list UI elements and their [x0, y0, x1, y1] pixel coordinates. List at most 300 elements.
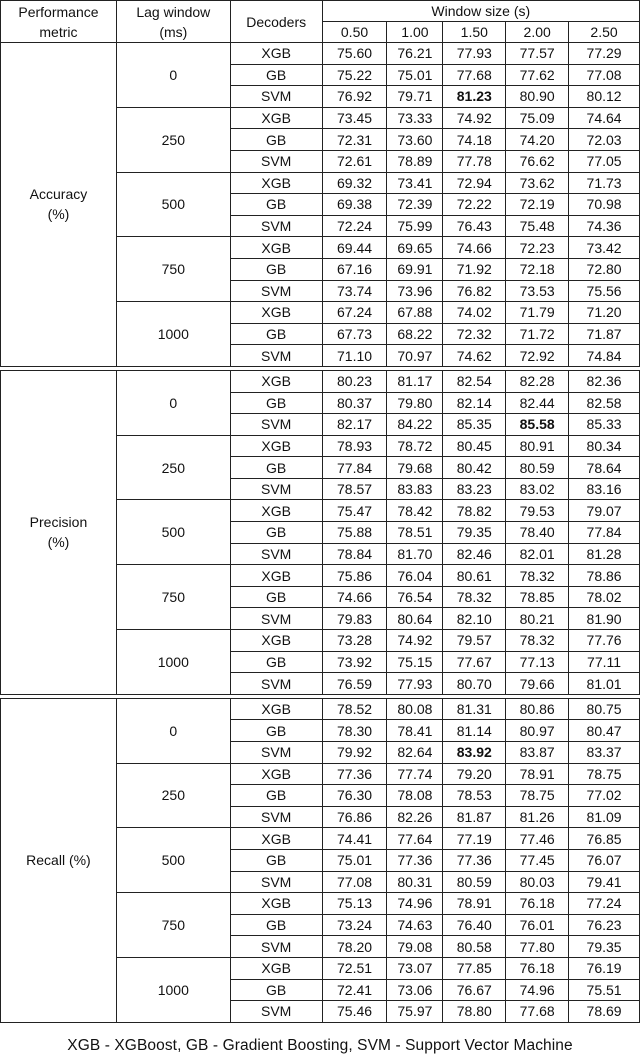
- decoder-cell: GB: [230, 914, 322, 936]
- decoder-cell: XGB: [230, 893, 322, 915]
- value-cell: 78.93: [322, 435, 387, 457]
- value-cell: 78.53: [443, 785, 506, 807]
- value-cell: 69.65: [387, 237, 443, 259]
- value-cell: 77.36: [387, 849, 443, 871]
- value-cell: 82.01: [506, 543, 569, 565]
- best-value: 83.92: [456, 744, 492, 761]
- value-cell: 82.58: [569, 392, 640, 414]
- value-cell: 71.10: [322, 345, 387, 367]
- value-cell: 72.94: [443, 172, 506, 194]
- value-cell: 77.19: [443, 828, 506, 850]
- value-cell: 71.79: [506, 302, 569, 324]
- table-header: [1, 1, 640, 43]
- value-cell: 79.08: [387, 936, 443, 958]
- value-cell: 74.92: [443, 107, 506, 129]
- value-cell: 80.03: [506, 871, 569, 893]
- decoder-cell: GB: [230, 979, 322, 1001]
- value-cell: 73.06: [387, 979, 443, 1001]
- value-cell: 67.88: [387, 302, 443, 324]
- value-cell: 76.19: [569, 957, 640, 979]
- value-cell: 76.40: [443, 914, 506, 936]
- value-cell: 78.20: [322, 936, 387, 958]
- value-cell: 80.90: [506, 86, 569, 108]
- value-cell: 76.21: [387, 43, 443, 65]
- value-cell: 69.44: [322, 237, 387, 259]
- value-cell: 75.47: [322, 500, 387, 522]
- value-cell: 75.88: [322, 522, 387, 544]
- value-cell: 72.03: [569, 129, 640, 151]
- value-cell: 79.83: [322, 608, 387, 630]
- value-cell: 77.29: [569, 43, 640, 65]
- value-cell: 79.71: [387, 86, 443, 108]
- value-cell: 78.69: [569, 1001, 640, 1023]
- value-cell: 74.62: [443, 345, 506, 367]
- value-cell: 85.35: [443, 414, 506, 436]
- value-cell: 80.31: [387, 871, 443, 893]
- value-cell: 80.59: [506, 457, 569, 479]
- value-cell: 81.14: [443, 720, 506, 742]
- decoder-cell: GB: [230, 258, 322, 280]
- value-cell: 72.23: [506, 237, 569, 259]
- value-cell: [443, 742, 506, 764]
- value-cell: 73.53: [506, 280, 569, 302]
- lag-window-cell: 500: [116, 172, 230, 237]
- value-cell: 80.42: [443, 457, 506, 479]
- value-cell: 76.54: [387, 586, 443, 608]
- value-cell: 78.89: [387, 150, 443, 172]
- value-cell: 81.26: [506, 806, 569, 828]
- table-caption: XGB - XGBoost, GB - Gradient Boosting, SVM - Support Vector Machine: [67, 1037, 573, 1054]
- value-cell: 78.02: [569, 586, 640, 608]
- value-cell: 73.92: [322, 651, 387, 673]
- decoder-cell: GB: [230, 651, 322, 673]
- decoder-cell: GB: [230, 849, 322, 871]
- value-cell: 82.17: [322, 414, 387, 436]
- decoder-cell: SVM: [230, 150, 322, 172]
- value-cell: 79.68: [387, 457, 443, 479]
- value-cell: 75.51: [569, 979, 640, 1001]
- value-cell: 71.87: [569, 323, 640, 345]
- value-cell: 76.82: [443, 280, 506, 302]
- value-cell: 75.60: [322, 43, 387, 65]
- value-cell: 74.36: [569, 215, 640, 237]
- value-cell: 82.14: [443, 392, 506, 414]
- value-cell: 72.51: [322, 957, 387, 979]
- lag-window-cell: 0: [116, 698, 230, 763]
- value-cell: 79.35: [443, 522, 506, 544]
- decoder-cell: XGB: [230, 370, 322, 392]
- value-cell: 82.10: [443, 608, 506, 630]
- value-cell: 73.45: [322, 107, 387, 129]
- value-cell: 76.01: [506, 914, 569, 936]
- value-cell: 75.09: [506, 107, 569, 129]
- value-cell: 77.05: [569, 150, 640, 172]
- value-cell: 78.85: [506, 586, 569, 608]
- value-cell: 74.92: [387, 630, 443, 652]
- value-cell: 82.64: [387, 742, 443, 764]
- value-cell: 73.07: [387, 957, 443, 979]
- value-cell: 70.98: [569, 194, 640, 216]
- lag-window-cell: 0: [116, 370, 230, 435]
- value-cell: 78.30: [322, 720, 387, 742]
- value-cell: 80.45: [443, 435, 506, 457]
- value-cell: 80.86: [506, 698, 569, 720]
- value-cell: 83.37: [569, 742, 640, 764]
- decoder-cell: SVM: [230, 478, 322, 500]
- value-cell: 77.80: [506, 936, 569, 958]
- value-cell: 80.58: [443, 936, 506, 958]
- value-cell: 78.32: [506, 630, 569, 652]
- decoder-cell: GB: [230, 129, 322, 151]
- value-cell: 81.31: [443, 698, 506, 720]
- value-cell: 76.30: [322, 785, 387, 807]
- value-cell: 72.32: [443, 323, 506, 345]
- lag-window-cell: 1000: [116, 957, 230, 1022]
- value-cell: 77.85: [443, 957, 506, 979]
- metric-header: Performance metric: [1, 1, 117, 43]
- value-cell: 74.02: [443, 302, 506, 324]
- value-cell: 76.85: [569, 828, 640, 850]
- value-cell: 77.46: [506, 828, 569, 850]
- decoder-cell: GB: [230, 392, 322, 414]
- value-cell: 77.76: [569, 630, 640, 652]
- window-size-header: Window size (s): [322, 1, 639, 22]
- value-cell: 74.18: [443, 129, 506, 151]
- value-cell: 75.13: [322, 893, 387, 915]
- value-cell: 82.28: [506, 370, 569, 392]
- best-value: 85.58: [519, 416, 555, 433]
- value-cell: 72.41: [322, 979, 387, 1001]
- value-cell: 77.93: [443, 43, 506, 65]
- value-cell: 76.43: [443, 215, 506, 237]
- value-cell: 73.33: [387, 107, 443, 129]
- table-row: [1, 370, 640, 392]
- value-cell: 81.09: [569, 806, 640, 828]
- value-cell: 77.24: [569, 893, 640, 915]
- decoder-cell: GB: [230, 720, 322, 742]
- value-cell: 80.59: [443, 871, 506, 893]
- value-cell: 77.62: [506, 64, 569, 86]
- value-cell: 72.19: [506, 194, 569, 216]
- value-cell: 81.87: [443, 806, 506, 828]
- value-cell: 77.08: [322, 871, 387, 893]
- value-cell: 71.92: [443, 258, 506, 280]
- lag-window-cell: 0: [116, 43, 230, 108]
- value-cell: 78.32: [443, 586, 506, 608]
- value-cell: 74.66: [322, 586, 387, 608]
- value-cell: 80.34: [569, 435, 640, 457]
- window-size-label: 2.50: [569, 22, 640, 43]
- decoder-cell: GB: [230, 64, 322, 86]
- decoder-cell: GB: [230, 457, 322, 479]
- decoder-cell: SVM: [230, 86, 322, 108]
- decoder-cell: SVM: [230, 543, 322, 565]
- value-cell: 71.20: [569, 302, 640, 324]
- decoder-cell: XGB: [230, 630, 322, 652]
- value-cell: 80.75: [569, 698, 640, 720]
- value-cell: 72.18: [506, 258, 569, 280]
- value-cell: 83.16: [569, 478, 640, 500]
- value-cell: 75.22: [322, 64, 387, 86]
- value-cell: 73.62: [506, 172, 569, 194]
- value-cell: 76.23: [569, 914, 640, 936]
- decoder-cell: XGB: [230, 500, 322, 522]
- value-cell: 78.32: [506, 565, 569, 587]
- value-cell: 77.57: [506, 43, 569, 65]
- value-cell: 69.32: [322, 172, 387, 194]
- value-cell: 81.70: [387, 543, 443, 565]
- decoder-cell: XGB: [230, 957, 322, 979]
- decoder-cell: SVM: [230, 608, 322, 630]
- decoder-cell: GB: [230, 323, 322, 345]
- value-cell: 77.74: [387, 763, 443, 785]
- lag-window-cell: 500: [116, 828, 230, 893]
- lag-window-cell: 750: [116, 565, 230, 630]
- value-cell: 77.84: [322, 457, 387, 479]
- value-cell: 80.21: [506, 608, 569, 630]
- decoders-header: Decoders: [230, 1, 322, 43]
- value-cell: 77.11: [569, 651, 640, 673]
- metric-label: Precision (%): [1, 370, 117, 694]
- window-size-label: 2.00: [506, 22, 569, 43]
- value-cell: 79.07: [569, 500, 640, 522]
- value-cell: 83.83: [387, 478, 443, 500]
- value-cell: 73.60: [387, 129, 443, 151]
- value-cell: 79.35: [569, 936, 640, 958]
- value-cell: 71.73: [569, 172, 640, 194]
- value-cell: 77.02: [569, 785, 640, 807]
- best-value: 81.23: [456, 88, 492, 105]
- value-cell: 76.67: [443, 979, 506, 1001]
- value-cell: 73.74: [322, 280, 387, 302]
- value-cell: 74.63: [387, 914, 443, 936]
- value-cell: 82.54: [443, 370, 506, 392]
- value-cell: 84.22: [387, 414, 443, 436]
- value-cell: 69.91: [387, 258, 443, 280]
- value-cell: 68.22: [387, 323, 443, 345]
- value-cell: 73.41: [387, 172, 443, 194]
- value-cell: 76.92: [322, 86, 387, 108]
- metric-label: Accuracy (%): [1, 43, 117, 367]
- decoder-cell: GB: [230, 785, 322, 807]
- lag-window-cell: 1000: [116, 302, 230, 367]
- value-cell: 73.42: [569, 237, 640, 259]
- value-cell: 78.51: [387, 522, 443, 544]
- value-cell: [506, 414, 569, 436]
- value-cell: 78.64: [569, 457, 640, 479]
- value-cell: 81.90: [569, 608, 640, 630]
- value-cell: 79.53: [506, 500, 569, 522]
- table-row: [1, 698, 640, 720]
- value-cell: 78.41: [387, 720, 443, 742]
- value-cell: 72.80: [569, 258, 640, 280]
- value-cell: 74.84: [569, 345, 640, 367]
- decoder-cell: XGB: [230, 43, 322, 65]
- decoder-cell: XGB: [230, 435, 322, 457]
- lag-window-cell: 250: [116, 435, 230, 500]
- value-cell: 75.56: [569, 280, 640, 302]
- value-cell: 77.08: [569, 64, 640, 86]
- value-cell: 79.20: [443, 763, 506, 785]
- value-cell: 75.48: [506, 215, 569, 237]
- decoder-cell: XGB: [230, 107, 322, 129]
- value-cell: 79.92: [322, 742, 387, 764]
- window-size-label: 0.50: [322, 22, 387, 43]
- lag-header: Lag window (ms): [116, 1, 230, 43]
- lag-window-cell: 250: [116, 763, 230, 828]
- decoder-cell: SVM: [230, 871, 322, 893]
- value-cell: 73.96: [387, 280, 443, 302]
- value-cell: 78.86: [569, 565, 640, 587]
- decoder-cell: SVM: [230, 806, 322, 828]
- value-cell: 72.39: [387, 194, 443, 216]
- window-size-label: 1.00: [387, 22, 443, 43]
- value-cell: 77.78: [443, 150, 506, 172]
- value-cell: 77.36: [322, 763, 387, 785]
- lag-window-cell: 500: [116, 500, 230, 565]
- value-cell: 76.59: [322, 673, 387, 695]
- decoder-cell: SVM: [230, 1001, 322, 1023]
- value-cell: 75.01: [387, 64, 443, 86]
- value-cell: 78.52: [322, 698, 387, 720]
- value-cell: 78.84: [322, 543, 387, 565]
- value-cell: 81.28: [569, 543, 640, 565]
- decoder-cell: SVM: [230, 742, 322, 764]
- value-cell: 80.70: [443, 673, 506, 695]
- decoder-cell: XGB: [230, 763, 322, 785]
- value-cell: 81.01: [569, 673, 640, 695]
- value-cell: 75.99: [387, 215, 443, 237]
- value-cell: 79.41: [569, 871, 640, 893]
- window-size-label: 1.50: [443, 22, 506, 43]
- lag-window-cell: 250: [116, 107, 230, 172]
- value-cell: 76.86: [322, 806, 387, 828]
- value-cell: 71.72: [506, 323, 569, 345]
- value-cell: 78.91: [443, 893, 506, 915]
- value-cell: 72.61: [322, 150, 387, 172]
- value-cell: 78.82: [443, 500, 506, 522]
- decoder-cell: GB: [230, 586, 322, 608]
- value-cell: 67.16: [322, 258, 387, 280]
- value-cell: 76.07: [569, 849, 640, 871]
- value-cell: 83.02: [506, 478, 569, 500]
- value-cell: 78.08: [387, 785, 443, 807]
- decoder-cell: SVM: [230, 936, 322, 958]
- value-cell: 73.24: [322, 914, 387, 936]
- value-cell: 80.08: [387, 698, 443, 720]
- value-cell: 80.61: [443, 565, 506, 587]
- decoder-cell: XGB: [230, 828, 322, 850]
- value-cell: 77.67: [443, 651, 506, 673]
- value-cell: 76.18: [506, 957, 569, 979]
- value-cell: 73.28: [322, 630, 387, 652]
- value-cell: 78.72: [387, 435, 443, 457]
- value-cell: 78.40: [506, 522, 569, 544]
- value-cell: 85.33: [569, 414, 640, 436]
- value-cell: 74.96: [506, 979, 569, 1001]
- value-cell: 75.15: [387, 651, 443, 673]
- value-cell: 77.36: [443, 849, 506, 871]
- value-cell: 83.23: [443, 478, 506, 500]
- value-cell: 79.57: [443, 630, 506, 652]
- table-row: [1, 43, 640, 65]
- decoder-cell: SVM: [230, 673, 322, 695]
- decoder-cell: SVM: [230, 280, 322, 302]
- value-cell: 74.41: [322, 828, 387, 850]
- value-cell: 82.26: [387, 806, 443, 828]
- value-cell: 78.57: [322, 478, 387, 500]
- value-cell: 75.46: [322, 1001, 387, 1023]
- value-cell: 78.91: [506, 763, 569, 785]
- value-cell: 74.66: [443, 237, 506, 259]
- value-cell: 74.20: [506, 129, 569, 151]
- decoder-cell: XGB: [230, 565, 322, 587]
- value-cell: 76.62: [506, 150, 569, 172]
- value-cell: 76.04: [387, 565, 443, 587]
- value-cell: 70.97: [387, 345, 443, 367]
- value-cell: 74.64: [569, 107, 640, 129]
- value-cell: 80.97: [506, 720, 569, 742]
- value-cell: 79.66: [506, 673, 569, 695]
- value-cell: 77.84: [569, 522, 640, 544]
- decoder-cell: SVM: [230, 345, 322, 367]
- value-cell: 75.86: [322, 565, 387, 587]
- decoder-cell: GB: [230, 194, 322, 216]
- lag-window-cell: 750: [116, 237, 230, 302]
- value-cell: 80.23: [322, 370, 387, 392]
- value-cell: 82.44: [506, 392, 569, 414]
- value-cell: 76.18: [506, 893, 569, 915]
- value-cell: 77.68: [443, 64, 506, 86]
- value-cell: 80.91: [506, 435, 569, 457]
- lag-window-cell: 750: [116, 893, 230, 958]
- decoder-cell: XGB: [230, 172, 322, 194]
- decoder-cell: XGB: [230, 698, 322, 720]
- value-cell: 72.92: [506, 345, 569, 367]
- table-body: [1, 43, 640, 1023]
- lag-window-cell: 1000: [116, 630, 230, 695]
- value-cell: 78.80: [443, 1001, 506, 1023]
- value-cell: 77.68: [506, 1001, 569, 1023]
- value-cell: 78.75: [569, 763, 640, 785]
- value-cell: 77.93: [387, 673, 443, 695]
- value-cell: 67.24: [322, 302, 387, 324]
- value-cell: 82.46: [443, 543, 506, 565]
- value-cell: 80.47: [569, 720, 640, 742]
- value-cell: 81.17: [387, 370, 443, 392]
- value-cell: 72.22: [443, 194, 506, 216]
- decoder-cell: SVM: [230, 215, 322, 237]
- metric-label: Recall (%): [1, 698, 117, 1022]
- value-cell: 80.37: [322, 392, 387, 414]
- value-cell: 72.24: [322, 215, 387, 237]
- value-cell: 77.45: [506, 849, 569, 871]
- value-cell: 75.01: [322, 849, 387, 871]
- decoder-cell: XGB: [230, 237, 322, 259]
- value-cell: 77.64: [387, 828, 443, 850]
- decoder-cell: GB: [230, 522, 322, 544]
- value-cell: 80.12: [569, 86, 640, 108]
- value-cell: 79.80: [387, 392, 443, 414]
- value-cell: 82.36: [569, 370, 640, 392]
- decoder-cell: SVM: [230, 414, 322, 436]
- value-cell: 75.97: [387, 1001, 443, 1023]
- value-cell: [443, 86, 506, 108]
- value-cell: 74.96: [387, 893, 443, 915]
- value-cell: 83.87: [506, 742, 569, 764]
- value-cell: 78.42: [387, 500, 443, 522]
- value-cell: 69.38: [322, 194, 387, 216]
